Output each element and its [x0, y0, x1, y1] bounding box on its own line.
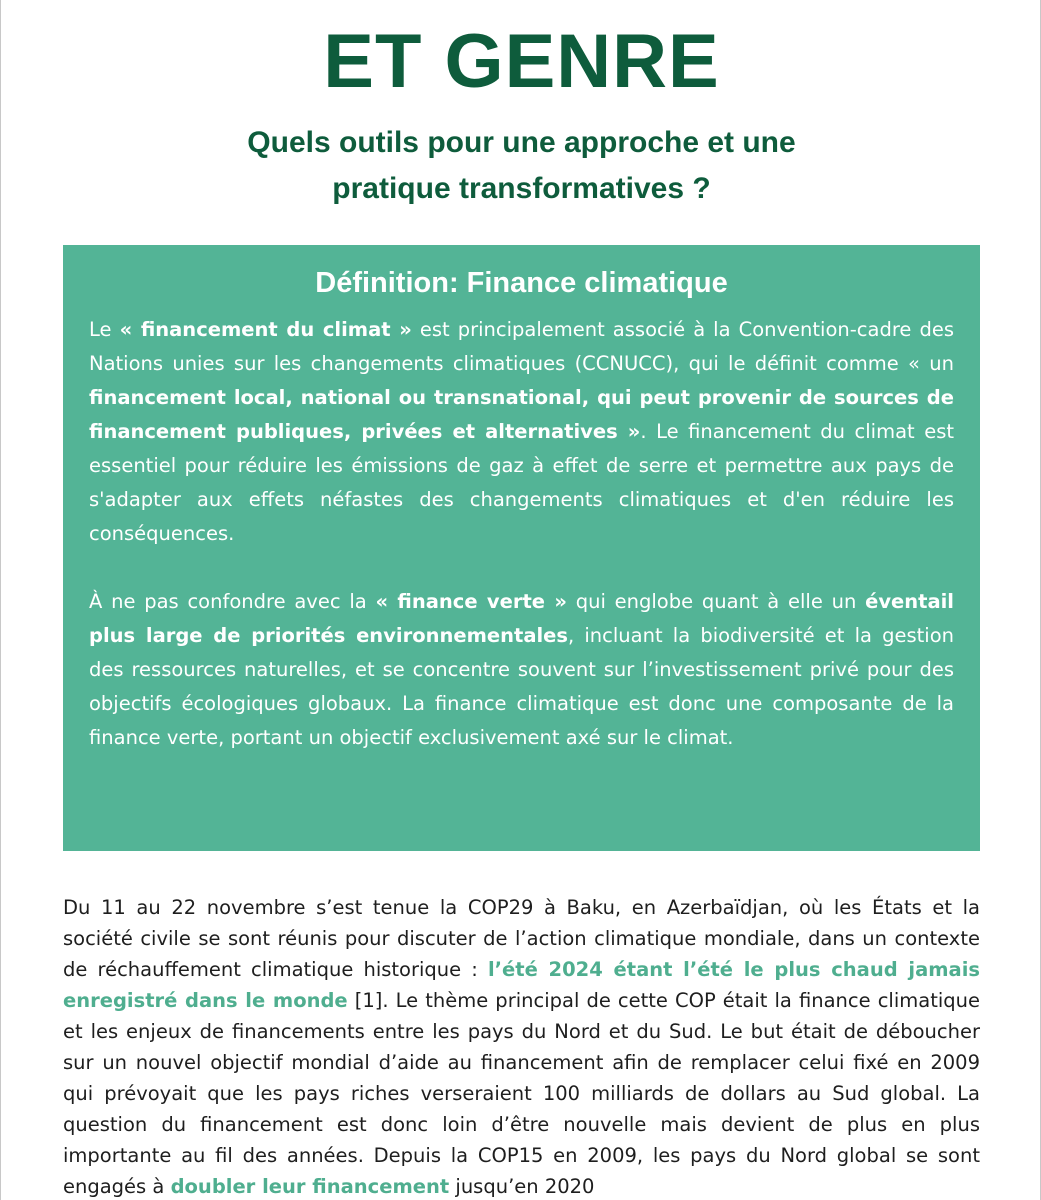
text-run: est principalement associé à la Convention-cadre des Nations unies sur les changements climatiques (CCNUCC), qui le définit comme « un: [89, 318, 955, 375]
definition-paragraph-2: [89, 585, 954, 755]
definition-box: [63, 245, 980, 851]
text-run: , incluant la biodiversité et la gestion des ressources naturelles, et se concentre souvent sur l’investissement privé pour des objectifs écologiques globaux. La finance climatique est donc une composante de la finance verte, portant un objectif exclusivement axé sur le climat.: [89, 624, 955, 749]
bold-run: financement local, national ou transnational, qui peut provenir de sources de financement publiques, privées et alternatives »: [89, 386, 954, 443]
bold-run: « finance verte »: [375, 590, 567, 613]
text-run: jusqu’en 2020: [449, 1175, 595, 1198]
text-run: qui englobe quant à elle un: [566, 590, 866, 613]
subtitle-line-1: Quels outils pour une approche et une: [247, 126, 796, 159]
text-run: [1]. Le thème principal de cette COP était la finance climatique et les enjeux de financements entre les pays du Nord et du Sud. Le but était de déboucher sur un nouvel objectif mondial d’aide au financement afin de remplacer celui fixé en 2009 qui prévoyait que les pays riches verseraient 100 milliards de dollars au Sud global. La question du financement est donc loin d’être nouvelle mais devient de plus en plus importante au fil des années. Depuis la COP15 en 2009, les pays du Nord global se sont engagés à: [63, 989, 981, 1198]
hyperlink-summer-2024[interactable]: l’été 2024 étant l’été le plus chaud jamais enregistré dans le monde: [63, 958, 980, 1012]
hyperlink-double-funding[interactable]: doubler leur financement: [170, 1175, 450, 1198]
text-run: Le: [89, 318, 120, 341]
document-title: ET GENRE: [323, 19, 720, 104]
text-run: . Le financement du climat est essentiel pour réduire les émissions de gaz à effet de serre et permettre aux pays de s'adapter aux effets néfastes des changements climatiques et d'en réduire les conséquences.: [89, 420, 954, 545]
bold-run: éventail plus large de priorités environnementales: [89, 590, 954, 647]
body-paragraph: [63, 892, 980, 1200]
text-run: À ne pas confondre avec la: [89, 590, 376, 613]
definition-title: Définition: Finance climatique: [315, 267, 728, 299]
bold-run: « financement du climat »: [119, 318, 412, 341]
text-run: Du 11 au 22 novembre s’est tenue la COP29 à Baku, en Azerbaïdjan, où les États et la société civile se sont réunis pour discuter de l’action climatique mondiale, dans un contexte de réchauffement climatique historique :: [63, 896, 980, 981]
definition-paragraph-1: [89, 313, 954, 551]
document-subtitle: [1, 120, 1041, 212]
subtitle-line-2: pratique transformatives ?: [332, 172, 711, 205]
